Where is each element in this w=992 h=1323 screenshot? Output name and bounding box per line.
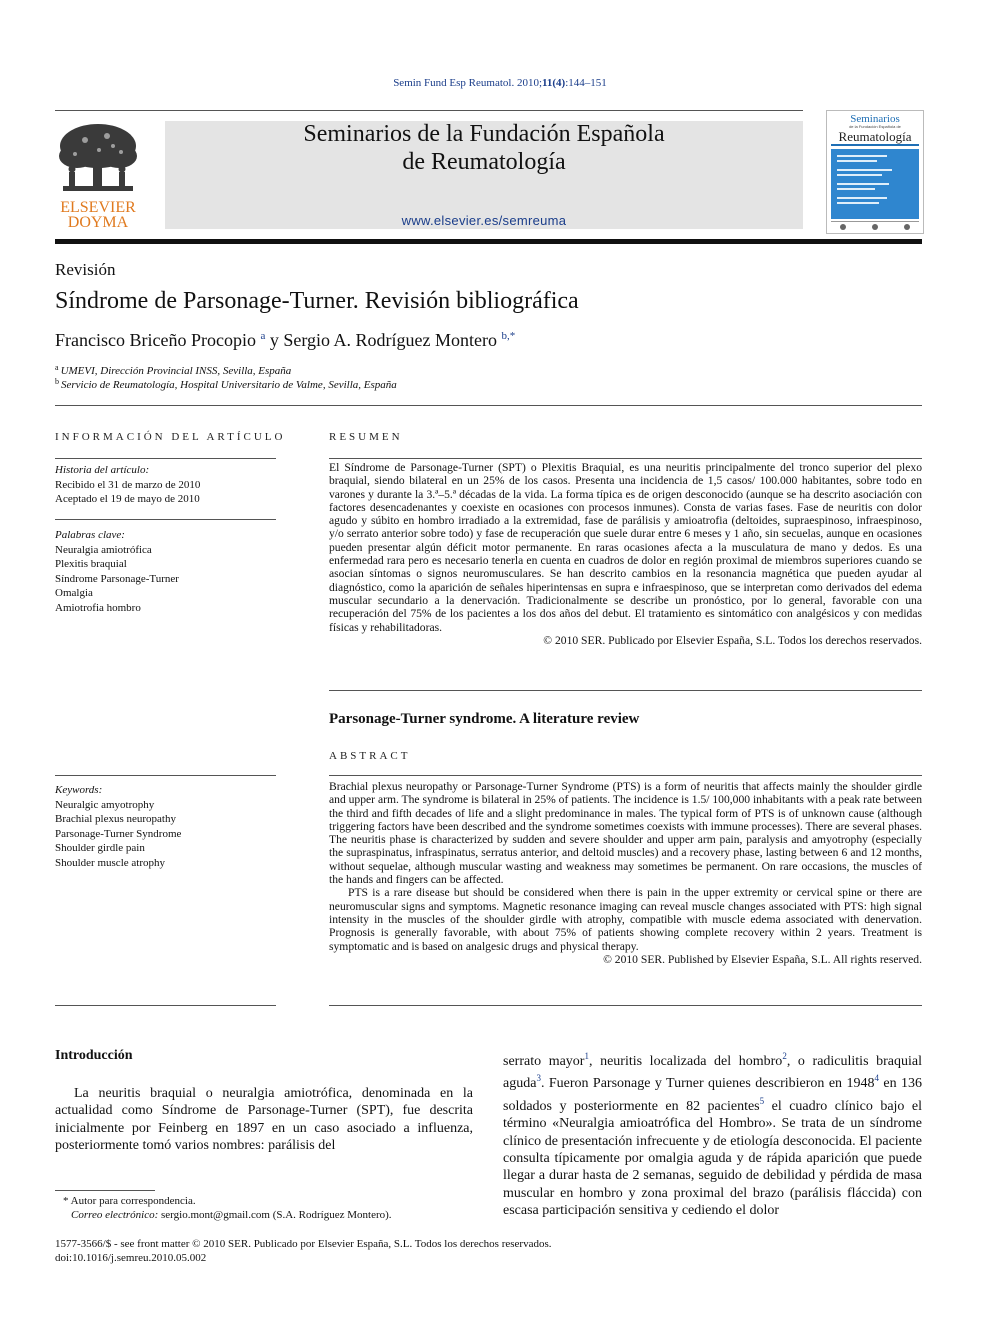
reference-link[interactable]: 5 [759, 1095, 765, 1106]
body-text-run: el cuadro clínico bajo el término «Neuralgia amioatrófica del Hombro». Se trata de un síndrome clínico de presentación infrecuente y de etiología desconocida. El paciente consulta típicamente por omalgia aguda y de rápida aparición que puede llegar a durar hasta de 2 semanas, seguido de debilidad y pérdida de masa muscular en hombro y zona proximal del brazo (parálisis fláccida) con escasa participación sensitiva y cediendo el dolor [503, 1098, 922, 1219]
affiliation-a-marker: a [55, 363, 59, 372]
section-divider [55, 405, 922, 406]
issn-line: 1577-3566/$ - see front matter © 2010 SER. Publicado por Elsevier España, S.L. Todos los derechos reservados. [55, 1238, 552, 1250]
reference-link[interactable]: 2 [782, 1051, 787, 1061]
keywords-es-label: Palabras clave: [55, 529, 125, 541]
keywords-es [55, 528, 276, 615]
resumen-copyright: © 2010 SER. Publicado por Elsevier España, S.L. Todos los derechos reservados. [543, 633, 922, 647]
cover-title-3: Reumatología [838, 129, 912, 144]
keywords-en [55, 783, 276, 870]
cover-title-1: Seminarios [850, 113, 900, 125]
resumen-body [329, 461, 922, 647]
info-rule-1 [55, 458, 276, 459]
resumen-text: El Síndrome de Parsonage-Turner (SPT) o Plexitis Braquial, es una neuritis principalmente del tronco superior del plexo braquial, siendo bilateral en un 25% de los casos. Presenta una incidencia de 1,5 casos/ 100.000 habitantes, sobre todo en varones y durante la 3.ª–5.ª décadas de la vida. La forma típica es de origen desconocido (aunque se ha descrito asociación con factores desencadenantes y coexiste en ocasiones con procesos inmunes). Consta de varias fases. Fase de neuritis con dolor agudo y súbito en hombro irradiado a la extremidad, fase de parálisis y amioatrofia (deltoides, supraespinoso, infraespinoso, y/o serrato anterior sobre todo) y fase de recuperación que suele durar entre 6 meses y 1 año, sin secuelas, aunque en ocasiones pueden presentar algún déficit motor permanente. En raras ocasiones afecta a la musculatura de mano y dedos. Es una enfermedad rara pero es necesario tenerla en cuenta en cuadros de dolor en región proximal de miembros superiores cuando se asocian síntomas o signos neuromusculares. Se han descrito cambios en la resonancia magnética que pueden ayudar al diagnóstico, como la aparición de señales hiperintensas en supra e infraespinoso, que se interpretan como derivados del edema muscular secundario a la denervación. Tradicionalmente se describe un pronóstico, por lo general, favorable con una recuperación del 75% de los pacientes a los dos años del debut. El tratamiento es sintomático con analgésicos y con medidas físicas y rehabilitadoras. [329, 461, 922, 634]
keyword-es: Síndrome Parsonage-Turner [55, 572, 179, 585]
abstract-copyright: © 2010 SER. Published by Elsevier España, S.L. All rights reserved. [603, 952, 922, 966]
body-text-run: . Fueron Parsonage y Turner quienes describieron en 1948 [540, 1076, 875, 1092]
reference-link[interactable]: 3 [536, 1073, 541, 1084]
journal-title-line1: Seminarios de la Fundación Española [303, 121, 665, 147]
keyword-es: Omalgia [55, 587, 93, 599]
cover-title-2: de la Fundación Española de [849, 124, 901, 129]
tree-icon [55, 120, 141, 230]
email-note [71, 1208, 392, 1223]
footnote-star: * [63, 1195, 69, 1207]
author-conjunction: y [269, 330, 279, 350]
intro-right-paragraph [503, 1048, 922, 1220]
citation-prefix: Semin Fund Esp Reumatol. 2010; [393, 77, 542, 89]
resumen-heading: RESUMEN [329, 431, 403, 443]
journal-cover-thumbnail[interactable] [826, 110, 924, 234]
email-link[interactable]: sergio.mont@gmail.com [161, 1209, 270, 1221]
info-rule-3 [55, 775, 276, 776]
keyword-en: Neuralgic amyotrophy [55, 798, 155, 811]
abstract-heading: ABSTRACT [329, 750, 411, 762]
reference-link[interactable]: 1 [584, 1051, 589, 1061]
affiliation-b-text: Servicio de Reumatología, Hospital Universitario de Valme, Sevilla, España [61, 379, 397, 391]
journal-url-link[interactable]: www.elsevier.es/semreuma [401, 213, 567, 228]
email-owner: (S.A. Rodríguez Montero). [272, 1209, 392, 1221]
abstract-paragraph-1: Brachial plexus neuropathy or Parsonage-Turner Syndrome (PTS) is a form of neuritis that affects mainly the shoulder girdle and upper arm. The syndrome is bilateral in 25% of patients. The incidence is 1.5/ 100,000 inhabitants with a peak rate between the third and fifth decades of life and a slight predominance in males. The typical form of PTS is of unknown cause (although triggering factors have been described and the syndrome sometimes coexists with immune processes). There are several phases. The neuritis phase is characterized by sudden and severe shoulder and upper arm pain, paralysis and amyotrophy (especially the supraspinatus, infraspinatus, serratus anterior, and deltoid muscles) and a recovery phase, lasting between 6 and 12 months, without sequelae, although muscular wasting and weakness may sometimes be permanent. On rare occasions, the muscles of the hands and fingers can be affected. [329, 780, 922, 887]
keyword-en: Brachial plexus neuropathy [55, 813, 176, 825]
doi-link[interactable]: doi:10.1016/j.semreu.2010.05.002 [55, 1252, 207, 1264]
correspondence-note [63, 1194, 196, 1209]
header-top-rule [55, 110, 803, 111]
keyword-en: Shoulder girdle pain [55, 842, 145, 854]
logo-text-doyma: DOYMA [67, 214, 129, 230]
author-1[interactable]: Francisco Briceño Procopio [55, 330, 256, 350]
journal-title [165, 120, 803, 176]
body-text-run: , o radiculitis braquial aguda [503, 1054, 923, 1092]
body-text-run: en 136 soldados y posteriormente en 82 pacientes [503, 1076, 923, 1114]
body-text-run: , neuritis localizada del hombro [588, 1054, 783, 1069]
affiliation-a [55, 363, 291, 377]
accepted-date: Aceptado el 19 de mayo de 2010 [55, 493, 200, 505]
author-2-affiliation-link[interactable]: b,* [501, 330, 516, 342]
article-title: Síndrome de Parsonage-Turner. Revisión bibliográfica [55, 288, 579, 314]
info-rule-2 [55, 519, 276, 520]
keyword-en: Shoulder muscle atrophy [55, 856, 165, 869]
article-info-heading: INFORMACIÓN DEL ARTÍCULO [55, 431, 286, 443]
journal-citation[interactable] [0, 77, 992, 89]
affiliation-a-text: UMEVI, Dirección Provincial INSS, Sevilla, España [60, 365, 292, 377]
email-label: Correo electrónico: [71, 1209, 159, 1221]
affiliation-b [55, 377, 397, 391]
elsevier-doyma-logo[interactable] [55, 120, 141, 230]
author-1-affiliation-link[interactable]: a [260, 330, 266, 342]
keyword-es: Neuralgia amiotrófica [55, 543, 152, 556]
intro-left-paragraph: La neuritis braquial o neuralgia amiotrófica, denominada en la actualidad como Síndrome de Parsonage-Turner (SPT), fue descrita inicialmente por Feinberg en 1897 en un caso asociado a influenza, posteriormente tomó varios nombres: parálisis del [55, 1086, 473, 1154]
abstract-rule-top [329, 775, 922, 776]
footnote-rule [55, 1190, 155, 1191]
keywords-en-label: Keywords: [55, 784, 103, 796]
logo-text-elsevier: ELSEVIER [60, 199, 136, 216]
received-date: Recibido el 31 de marzo de 2010 [55, 478, 201, 491]
author-list [55, 330, 515, 351]
resumen-rule-top [329, 458, 922, 459]
header-bottom-rule [55, 239, 922, 244]
history-label: Historia del artículo: [55, 464, 150, 476]
correspondence-text: Autor para correspondencia. [70, 1195, 196, 1207]
affiliation-b-marker: b [55, 377, 59, 386]
keyword-en: Parsonage-Turner Syndrome [55, 827, 182, 840]
body-text-run: serrato mayor [503, 1054, 585, 1069]
citation-pages: :144–151 [565, 77, 607, 89]
journal-title-line2: de Reumatología [402, 149, 566, 175]
author-2[interactable]: Sergio A. Rodríguez Montero [283, 330, 497, 350]
info-rule-4 [55, 1005, 276, 1006]
abstract-rule-bottom [329, 1005, 922, 1006]
english-title: Parsonage-Turner syndrome. A literature review [329, 711, 640, 727]
keyword-es: Plexitis braquial [55, 558, 127, 570]
abstract-paragraph-2: PTS is a rare disease but should be considered when there is pain in the upper extremity or cervical spine or there are neuromuscular signs and symptoms. Magnetic resonance imaging can reveal muscle changes associated with PTS: high signal intensity in the muscles of the shoulder girdle with atrophy, compatible with muscle edema associated with denervation. Prognosis is generally favorable, with about 75% of patients showing complete recovery within 2 years. Treatment is symptomatic and is based on analgesic drugs and physical therapy. [329, 886, 922, 953]
citation-volume: 11(4) [542, 77, 566, 89]
article-history [55, 463, 276, 507]
introduction-heading: Introducción [55, 1048, 133, 1063]
article-type: Revisión [55, 260, 116, 279]
reference-link[interactable]: 4 [874, 1073, 879, 1084]
cover-image [827, 111, 923, 233]
keyword-es: Amiotrofia hombro [55, 601, 141, 614]
resumen-rule-bottom [329, 690, 922, 691]
abstract-body [329, 780, 922, 966]
